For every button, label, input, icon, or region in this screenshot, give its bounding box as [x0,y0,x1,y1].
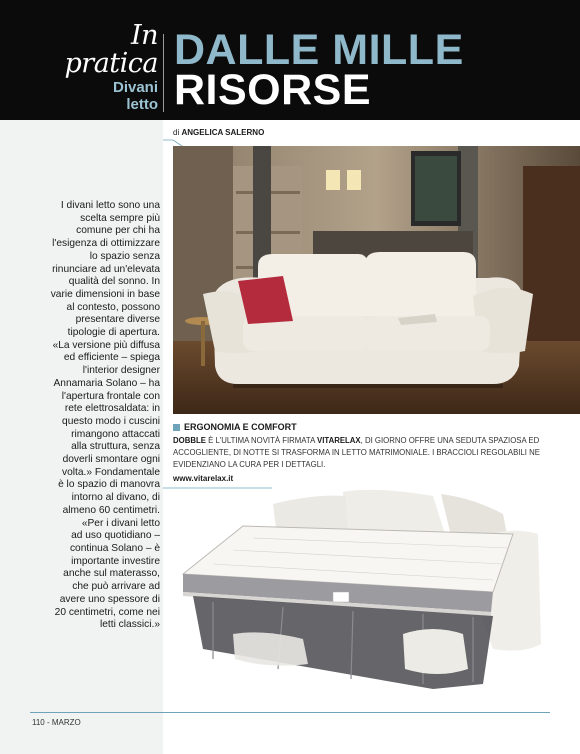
sofa-living-room-photo [173,146,580,414]
caption-website-link[interactable]: www.vitarelax.it [173,474,234,483]
body-line: che può arrivare ad [72,581,160,593]
body-line: Annamaria Solano – ha [53,377,160,389]
sofa-scene-illustration [173,146,580,414]
page-folio: 110 - MARZO [32,718,81,727]
body-line: qualità del sonno. In [68,276,160,288]
body-line: rete elettrosaldata: in [64,403,160,415]
body-line: avere uno spessore di [59,593,160,605]
body-line: ed efficiente – spiega [63,352,160,364]
caption-body [173,435,573,471]
body-line: lo spazio senza [89,250,160,262]
body-line: anche sul materasso, [63,568,160,580]
body-line: scelta sempre più [80,212,160,224]
headline-line-2: RISORSE [174,66,372,114]
caption-brand-product: DOBBLE [173,436,206,445]
body-line: l'interior designer [82,365,160,377]
footer-rule [30,712,550,713]
caption-brand-maker: VITARELAX [317,436,361,445]
body-line: doverli smontare ogni [62,454,160,466]
body-line: «La versione più diffusa [52,339,160,351]
kicker-subtitle-1: Divani [112,79,158,96]
caption-square-icon [173,424,180,431]
headline-line-1: DALLE MILLE [174,26,464,74]
body-line: 20 centimetri, come nei [54,606,160,618]
caption-heading [173,422,573,432]
body-line: l'esigenza di ottimizzare [52,238,160,250]
body-line: è lo spazio di manovra [58,479,160,491]
body-line: al contesto, possono [66,301,160,313]
body-line: almeno 60 centimetri. [62,504,160,516]
kicker-title: In pratica [64,20,158,79]
body-line: «Per i divani letto [81,517,160,529]
body-line: intorno al divano, di [71,492,160,504]
body-line: questo modo i cuscini [62,415,160,427]
kicker-subtitle-2: letto [126,96,158,113]
byline-prefix: di [173,128,180,137]
sofa-bed-illustration [173,484,543,696]
body-line: letti classici.» [99,619,160,631]
body-line: rinunciare ad un'elevata [52,263,160,275]
body-line: alla struttura, senza [71,441,160,453]
body-line: l'apertura frontale con [61,390,160,402]
sofa-bed-open-photo [173,484,543,696]
body-line: ad uso quotidiano – [71,530,160,542]
body-line: continua Solano – è [69,542,160,554]
body-line: tipologie di apertura. [67,327,160,339]
body-line: varie dimensioni in base [50,288,160,300]
byline-author: ANGELICA SALERNO [181,128,265,137]
body-line: comune per chi ha [76,225,160,237]
body-line: I divani letto sono una [60,200,160,211]
body-line: presentare diverse [75,314,160,326]
body-line: rimangono attaccati [71,428,160,440]
photo-caption [173,422,573,483]
body-line: importante investire [71,555,160,567]
body-line: volta.» Fondamentale [62,466,160,478]
caption-text-b: , DI GIORNO OFFRE UNA SEDUTA SPAZIOSA ED ACCOGLIENTE, DI NOTTE SI TRASFORMA IN LETTO MATRIMONIALE. I BRACCIOLI REGOLABILI NE EVIDENZIANO LA CURA PER I DETTAGLI. [173,436,540,469]
caption-heading-text: ERGONOMIA E COMFORT [184,422,297,432]
caption-text-a: È L'ULTIMA NOVITÀ FIRMATA [205,436,318,445]
